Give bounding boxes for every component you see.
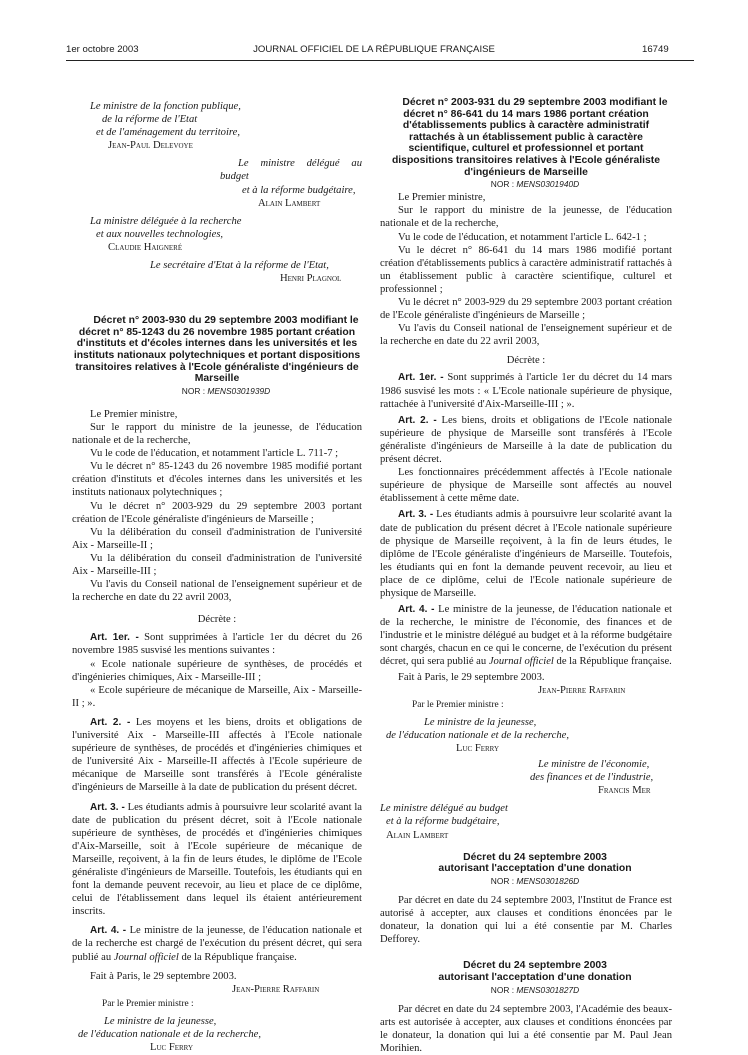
paragraph: Vu le code de l'éducation, et notamment l'article L. 711-7 ; [90,448,339,460]
signature-line: Le ministre de la jeunesse, [424,716,537,728]
nor-label: NOR : [490,875,515,886]
signature-line: des finances et de l'industrie, [530,772,654,784]
decree-title: Décret du 24 septembre 2003 [463,851,607,863]
decree-title: autorisant l'acceptation d'une donation [438,863,632,875]
decree-title: autorisant l'acceptation d'une donation [438,971,632,983]
article-text: Les étudiants admis à poursuivre leur scolarité avant la date de publication du présent décret à l'Ecole nationale supérieure de physique de Marseille reçoivent, à la fin de leurs études, le diplôme de l'Ecole généraliste d'ingénieurs de Marseille. Toutefois, les étudiants qui en font la demande peuvent recevoir, au lieu et place de ce diplôme, celui de l'Ecole nationale supérieure de physique de Marseille. [380,509,673,599]
journal-title: JOURNAL OFFICIEL DE LA RÉPUBLIQUE FRANÇAISE [253,44,495,55]
signature-line: de l'éducation nationale et de la recherche, [78,1029,261,1040]
decrete-heading: Décrète : [197,614,237,626]
journal-officiel-ref: Journal officiel [113,951,179,963]
paragraph: Vu l'avis du Conseil national de l'enseignement supérieur et de la recherche en date du 22 avril 2003, [72,579,362,604]
signature-block-reforme-etat [72,259,362,285]
decree-2003-930 [72,315,362,1054]
paragraph: Vu le décret n° 85-1243 du 26 novembre 1985 modifié portant création d'instituts et d'écoles internes dans les universités et les instituts nationaux polytechniques ; [72,461,362,499]
article-label: Art. 2. - [398,414,437,426]
signatory-name: Alain Lambert [386,829,449,841]
decree-title: Décret n° 2003-931 du 29 septembre 2003 modifiant le décret n° 86-641 du 14 mars 1986 portant création d'établissements publics à caractère administratif rattachés à un établissement public à caractère scientifique, culturel et professionnel et portant dispositions transitoires relatives à l'Ecole généraliste d'ingénieurs de Marseille [391,97,668,178]
article-text: Sont supprimées à l'article 1er du décret du 26 novembre 1985 susvisé les mentions suivantes : [72,632,362,657]
fait-a-paris: Fait à Paris, le 29 septembre 2003. [90,970,237,982]
left-column [72,94,362,1054]
decree-donation-academie [380,960,672,1055]
paragraph: Vu le décret n° 86-641 du 14 mars 1986 modifié portant création d'établissements publics à caractère administratif rattachés à un établissement public à caractère scientifique, culturel et professionnel ; [380,244,672,295]
signature-line: Le ministre de la jeunesse, [104,1015,217,1027]
nor-reference [380,178,672,191]
signature-line: et aux nouvelles technologies, [96,228,224,240]
signature-line: de la réforme de l'Etat [102,114,198,126]
article-4 [72,924,362,963]
article-text: Les étudiants admis à poursuivre leur scolarité avant la date de publication du présent décret, soit à l'Ecole nationale supérieure de synthèses, de procédés et d'ingénieries chimiques d'Aix-Marseille, soit à l'Ecole supérieure de mécanique de Marseille, reçoivent, à la fin de leurs études, le diplôme de l'Ecole généraliste d'ingénieurs de Marseille. Toutefois, les étudiants qui en font la demande peuvent recevoir, au lieu et place de ce diplôme, celui de l'établissement dans lequel ils étaient antérieurement inscrits. [72,801,362,918]
nor-code: MENS0301940D [516,179,580,190]
decree-2003-931 [380,97,672,842]
nor-label: NOR : [490,179,515,190]
right-column [380,97,672,1055]
signatory-name: Alain Lambert [258,197,321,209]
signature-line: Le ministre de l'économie, [538,759,650,771]
signatory-name: Henri Plagnol [280,273,342,285]
nor-code: MENS0301939D [207,385,271,396]
signature-line: et à la réforme budgétaire, [386,816,500,828]
signature-line: de l'éducation nationale et de la recherche, [386,729,569,741]
nor-reference [380,875,672,888]
article-text: Les biens, droits et obligations de l'Ecole nationale supérieure de physique de Marseille sont transférés à l'Ecole généraliste d'ingénieurs de Marseille à la date de publication du présent décret. [380,414,672,466]
article-text: Sont supprimés à l'article 1er du décret du 14 mars 1986 susvisé les mots : « L'Ecole nationale supérieure de physique, rattachée à l'université d'Aix-Marseille-III ; ». [380,372,672,410]
signatory-name: Jean-Paul Delevoye [108,140,193,152]
page-number: 16749 [642,44,669,55]
paragraph: Vu le code de l'éducation, et notamment l'article L. 642-1 ; [398,231,647,243]
signatory-name: Jean-Pierre Raffarin [538,684,626,696]
journal-officiel-ref: Journal officiel [488,656,554,668]
article-label: Art. 2. - [90,716,131,728]
signature-line: et de l'aménagement du territoire, [96,127,240,139]
paragraph: Par décret en date du 24 septembre 2003, l'Institut de France est autorisé à accepter, aux clauses et conditions énoncées par le donateur, la donation qui lui a été consentie par M. Charles Defforey. [380,894,672,946]
decree-donation-institut [380,852,672,947]
signature-block-recherche [72,215,362,254]
paragraph: Par décret en date du 24 septembre 2003, l'Académie des beaux-arts est autorisée à accepter, aux clauses et conditions énoncées par le donateur, la donation qui lui a été consentie par M. Paul Jean Morihien. [380,1003,672,1054]
article-text: de la République française. [178,951,297,963]
paragraph: Vu la délibération du conseil d'administration de l'université Aix - Marseille-II ; [72,526,362,551]
article-1 [72,631,362,657]
par-premier-ministre: Par le Premier ministre : [412,699,504,710]
paragraph: Sur le rapport du ministre de la jeunesse, de l'éducation nationale et de la recherche, [380,205,672,230]
paragraph: Vu l'avis du Conseil national de l'enseignement supérieur et de la recherche en date du 22 avril 2003, [380,323,672,348]
header-rule [66,60,694,61]
article-2 [380,414,672,466]
article-label: Art. 3. - [90,801,125,813]
article-text: Le ministre de la jeunesse, de l'éducation nationale et de la recherche est chargé de l'exécution du présent décret, qui sera publié au [72,925,362,963]
article-4 [380,603,672,668]
page-date: 1er octobre 2003 [66,44,139,55]
article-label: Art. 1er. - [398,372,444,384]
article-label: Art. 4. - [90,925,127,937]
decree-title: Décret du 24 septembre 2003 [463,960,607,972]
signature-line: et à la réforme budgétaire, [242,184,356,196]
nor-code: MENS0301827D [516,984,580,995]
signature-line: Le secrétaire d'Etat à la réforme de l'Etat, [150,260,329,272]
paragraph: Sur le rapport du ministre de la jeunesse, de l'éducation nationale et de la recherche, [72,421,362,447]
paragraph: Vu le décret n° 2003-929 du 29 septembre 2003 portant création de l'Ecole généraliste d'ingénieurs de Marseille ; [380,297,672,322]
signatory-name: Francis Mer [598,785,651,797]
decrete-heading: Décrète : [506,355,546,367]
signatory-name: Jean-Pierre Raffarin [232,983,320,995]
signatory-name: Luc Ferry [150,1042,194,1054]
signature-line: Le ministre de la fonction publique, [90,101,241,112]
signature-block-fonction-publique [72,100,362,152]
article-3 [380,508,672,600]
article-3 [72,801,362,919]
article-text: Les moyens et les biens, droits et obligations de l'université Aix - Marseille-III affectés à l'Ecole nationale supérieure de synthèses, de procédés et d'ingénieries chimiques et de l'université Aix - Marseille-II affectés à l'Ecole supérieure de mécanique de Marseille sont transférés à l'Ecole généraliste d'ingénieurs de Marseille à la date de publication du présent décret. [72,716,363,794]
signatory-name: Claudie Haigneré [108,241,183,253]
nor-label: NOR : [490,984,515,995]
signature-line: La ministre déléguée à la recherche [90,215,242,227]
signatory-name: Luc Ferry [456,743,500,754]
article-text: de la République française. [553,656,672,668]
signature-line: Le ministre délégué au budget [380,803,508,815]
nor-reference [72,385,362,398]
paragraph: Vu le décret n° 2003-929 du 29 septembre 2003 portant création de l'Ecole généraliste d'ingénieurs de Marseille ; [72,500,362,525]
nor-reference [380,984,672,997]
article-label: Art. 4. - [398,604,435,616]
par-premier-ministre: Par le Premier ministre : [102,998,194,1009]
nor-code: MENS0301826D [516,875,580,886]
nor-label: NOR : [181,385,206,396]
decree-title: Décret n° 2003-930 du 29 septembre 2003 modifiant le décret n° 85-1243 du 26 novembre 1985 portant création d'instituts et d'écoles internes dans les universités et les instituts nationaux polytechniques et portant dispositions transitoires relatives à l'Ecole généraliste d'ingénieurs de Marseille [73,315,361,385]
paragraph: Les fonctionnaires précédemment affectés à l'Ecole nationale supérieure de physique de Marseille sont affectés au nouvel établissement à cette même date. [380,467,672,505]
signature-line: Le ministre délégué au budget [220,158,362,183]
paragraph: Le Premier ministre, [90,408,178,420]
quoted-mention: « Ecole nationale supérieure de synthèses, de procédés et d'ingénieries chimiques, Aix - Marseille-III ; [72,658,362,683]
article-2 [72,716,362,795]
paragraph: Vu la délibération du conseil d'administration de l'université Aix - Marseille-III ; [72,552,362,577]
paragraph: Le Premier ministre, [398,192,486,204]
quoted-mention: « Ecole supérieure de mécanique de Marseille, Aix - Marseille-II ; ». [72,684,362,709]
article-text: Le ministre de la jeunesse, de l'éducation nationale et de la recherche, le ministre de l'économie, des finances et de l'industrie et le ministre délégué au budget et à la réforme budgétaire sont chargés, chacun en ce qui le concerne, de l'exécution du présent décret, qui sera publié au [380,604,672,668]
signature-block-budget [72,157,362,209]
article-1 [380,371,672,410]
article-label: Art. 1er. - [90,632,139,644]
fait-a-paris: Fait à Paris, le 29 septembre 2003. [398,671,545,683]
article-label: Art. 3. - [398,509,434,521]
